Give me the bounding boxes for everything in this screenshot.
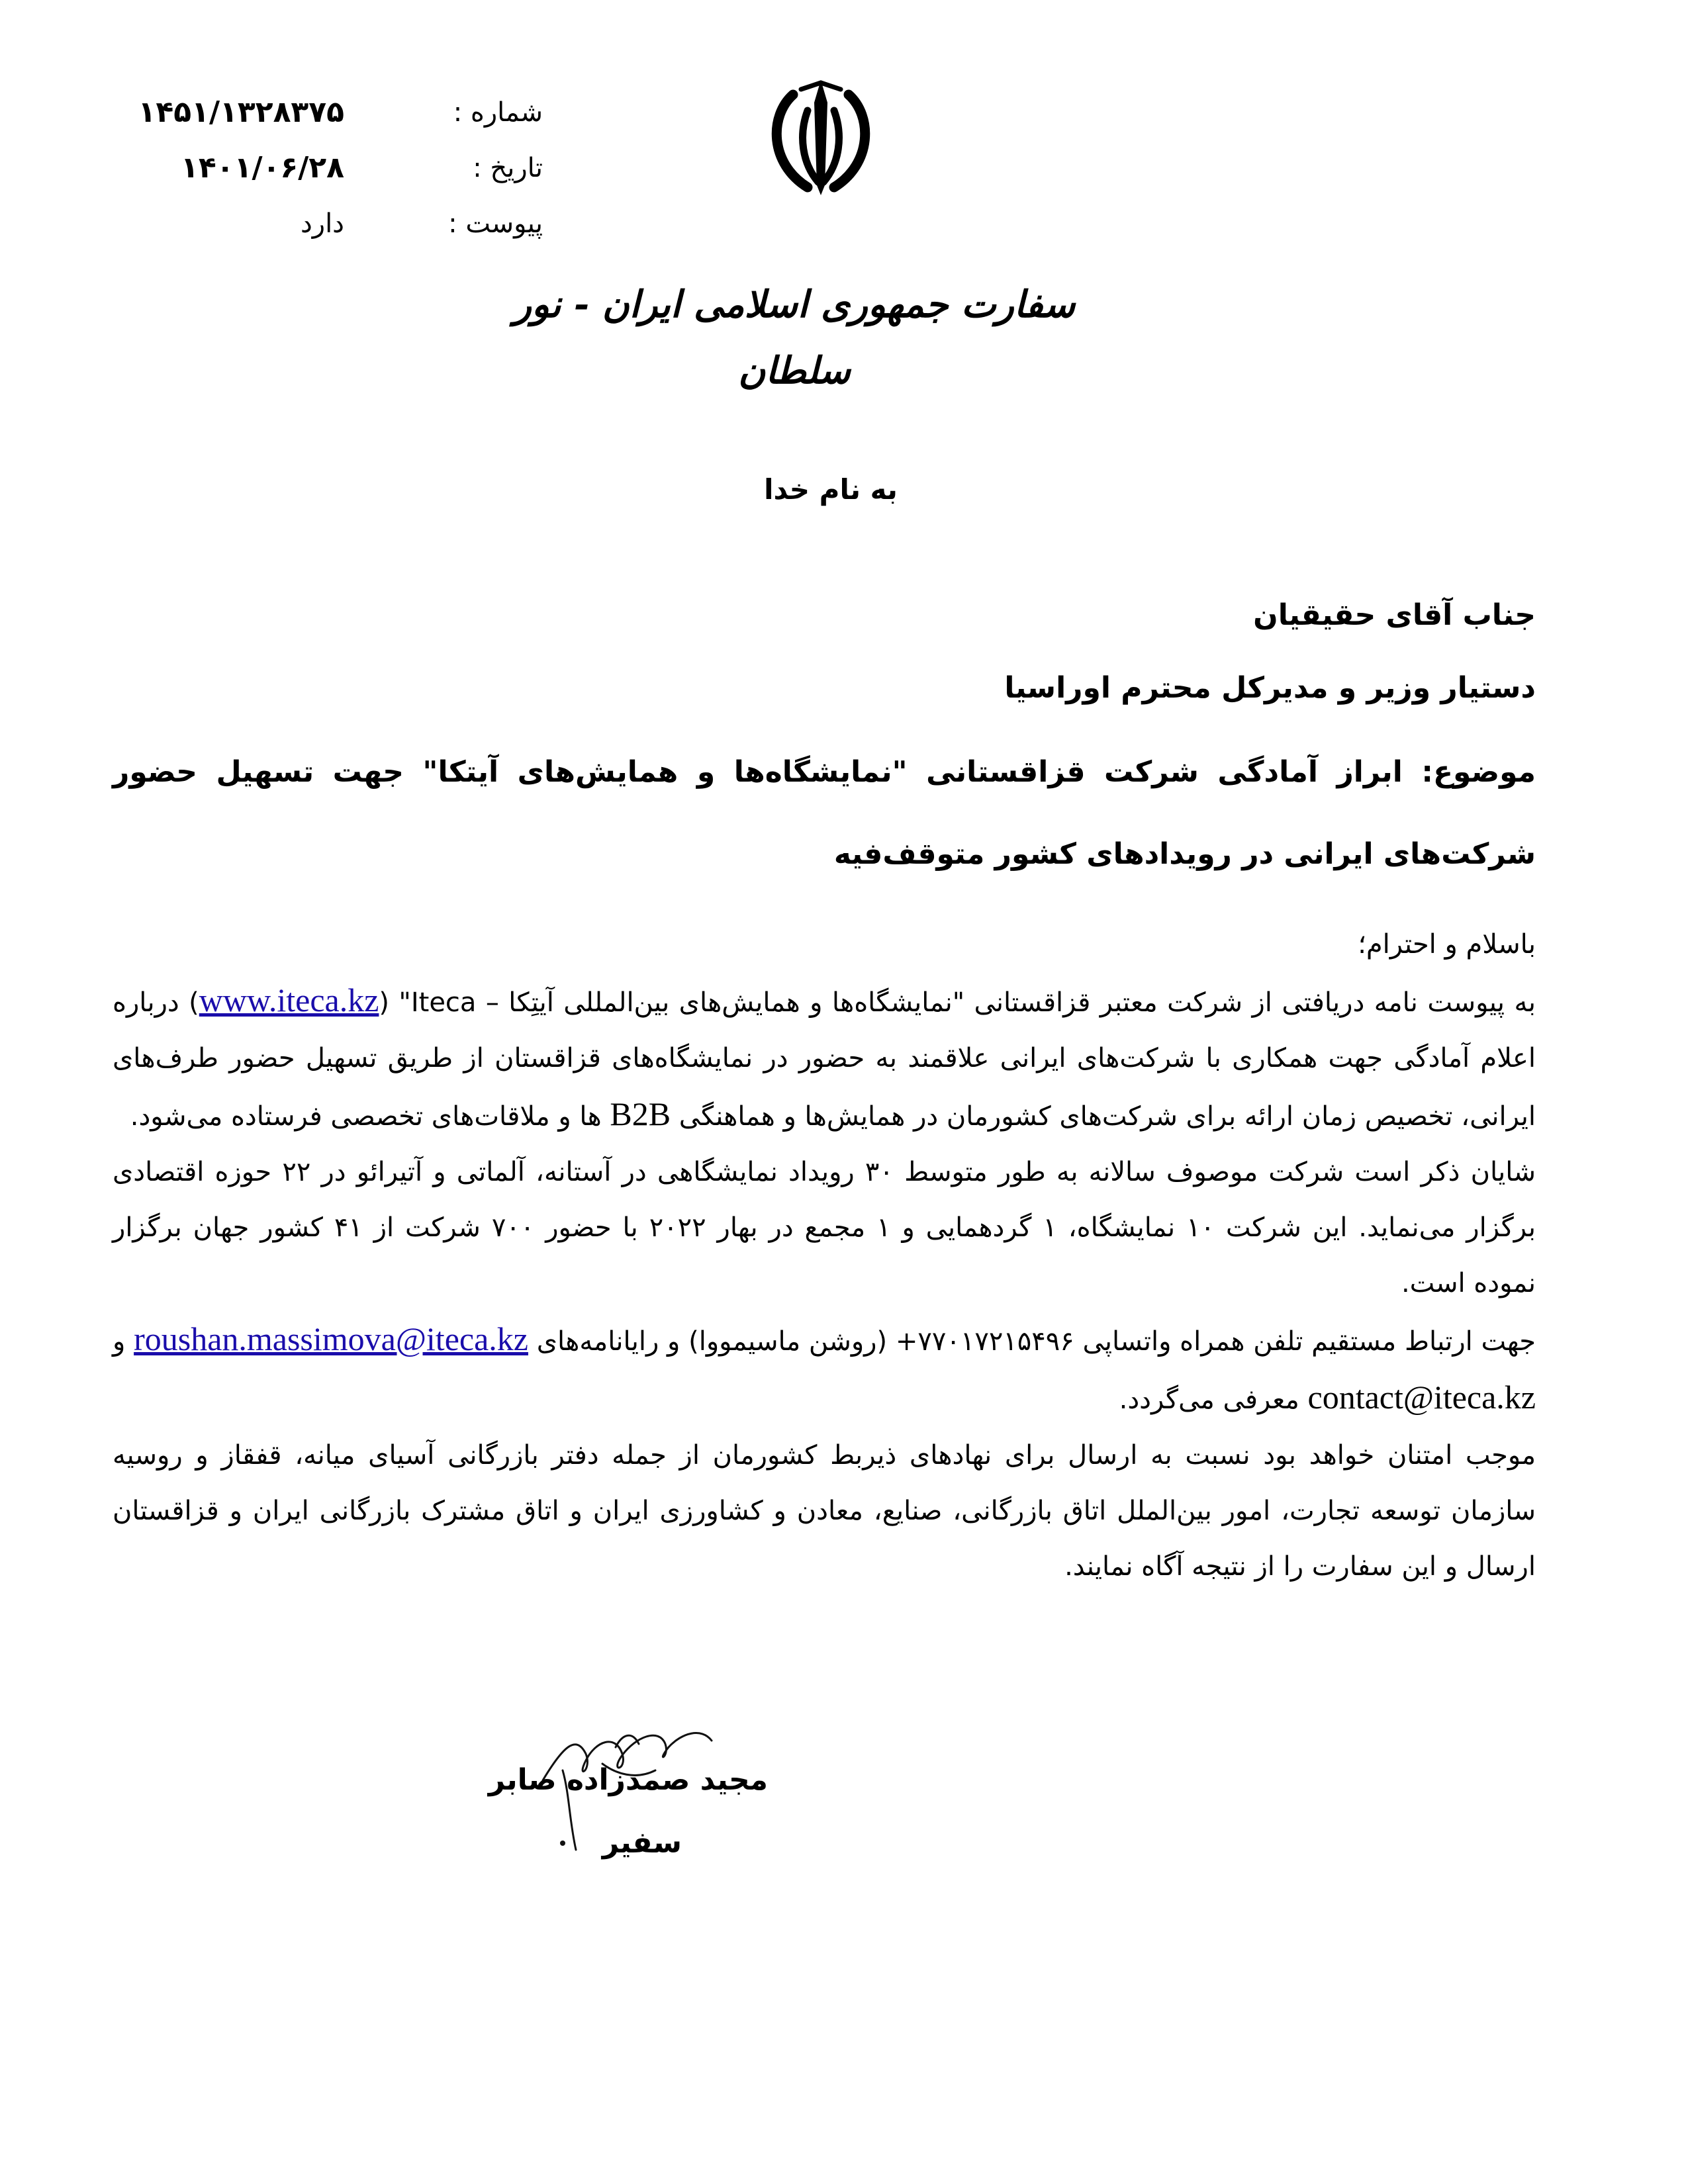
greeting: باسلام و احترام؛	[1358, 929, 1536, 960]
date-row	[113, 140, 543, 196]
attachment-row	[113, 196, 543, 251]
p3-text-c: معرفی می‌گردد.	[1119, 1385, 1308, 1415]
recipient-title: دستیار وزیر و مدیرکل محترم اوراسیا	[1004, 671, 1536, 705]
contact-email: contact@iteca.kz	[1307, 1379, 1536, 1416]
signer-name: مجید صمدزاده صابر	[488, 1763, 768, 1797]
p3-text-b: و	[113, 1326, 134, 1357]
attachment-label: پیوست :	[448, 208, 543, 239]
massimova-email-link[interactable]: roushan.massimova@iteca.kz	[134, 1320, 528, 1357]
b2b-term: B2B	[610, 1095, 671, 1132]
number-row	[113, 85, 543, 140]
body-paragraph-2: شایان ذکر است شرکت موصوف سالانه به طور متوسط ۳۰ رویداد نمایشگاهی در آستانه، آلماتی و آتیرائو در ۲۲ حوزه اقتصادی برگزار می‌نماید. این شرکت ۱۰ نمایشگاه، ۱ گردهمایی و ۱ مجمع در بهار ۲۰۲۲ با حضور ۷۰۰ شرکت از ۴۱ کشور جهان برگزار نموده است.	[113, 1157, 1536, 1298]
letter-meta	[113, 85, 543, 251]
iran-emblem-icon	[755, 76, 887, 202]
letter-body	[113, 917, 1536, 1594]
embassy-title: سفارت جمهوری اسلامی ایران - نور سلطان	[513, 283, 1076, 392]
body-paragraph-1	[113, 972, 1536, 1144]
p1-text-b: ) درباره اعلام آمادگی جهت همکاری با شرکت‌های ایرانی علاقمند به حضور در نمایشگاه‌های قزاقستان از طریق تسهیل حضور طرف‌های ایرانی، تخصیص زمان ارائه برای شرکت‌های کشورمان در همایش‌ها و هماهنگی	[113, 987, 1536, 1132]
attachment-value: دارد	[300, 208, 344, 239]
recipient-name: جناب آقای حقیقیان	[1253, 598, 1536, 632]
subject-line: موضوع: ابراز آمادگی شرکت قزاقستانی "نمایشگاه‌ها و همایش‌های آیتکا" جهت تسهیل حضور شرکت‌های ایرانی در رویدادهای کشور متوقف‌فیه	[113, 755, 1536, 871]
p1-text-c: ها و ملاقات‌های تخصصی فرستاده می‌شود.	[130, 1101, 610, 1132]
body-paragraph-4: موجب امتنان خواهد بود نسبت به ارسال برای نهادهای ذیربط کشورمان از جمله دفتر بازرگانی آسیای میانه، قفقاز و روسیه سازمان توسعه تجارت، امور بین‌الملل اتاق بازرگانی، صنایع، معادن و کشاورزی ایران و اتاق مشترک بازرگانی ایران و قزاقستان ارسال و این سفارت را از نتیجه آگاه نمایند.	[113, 1440, 1536, 1582]
number-label: شماره :	[453, 97, 543, 128]
basmala: به نام خدا	[764, 473, 898, 506]
body-paragraph-3	[113, 1311, 1536, 1428]
date-label: تاریخ :	[473, 153, 543, 183]
iteca-website-link[interactable]: www.iteca.kz	[199, 981, 379, 1019]
p3-text-a: جهت ارتباط مستقیم تلفن همراه واتساپی ۷۷۰۱۷۲۱۵۴۹۶+ (روشن ماسیمووا) و رایانامه‌های	[528, 1326, 1536, 1357]
signer-title: سفیر	[602, 1826, 682, 1860]
date-value: ۱۴۰۱/۰۶/۲۸	[181, 151, 344, 185]
p1-text-a: به پیوست نامه دریافتی از شرکت معتبر قزاقستانی "نمایشگاه‌ها و همایش‌های بین‌المللی آیتِکا – Iteca" (	[379, 987, 1536, 1018]
number-value: ۱۴۵۱/۱۳۲۸۳۷۵	[138, 95, 344, 129]
